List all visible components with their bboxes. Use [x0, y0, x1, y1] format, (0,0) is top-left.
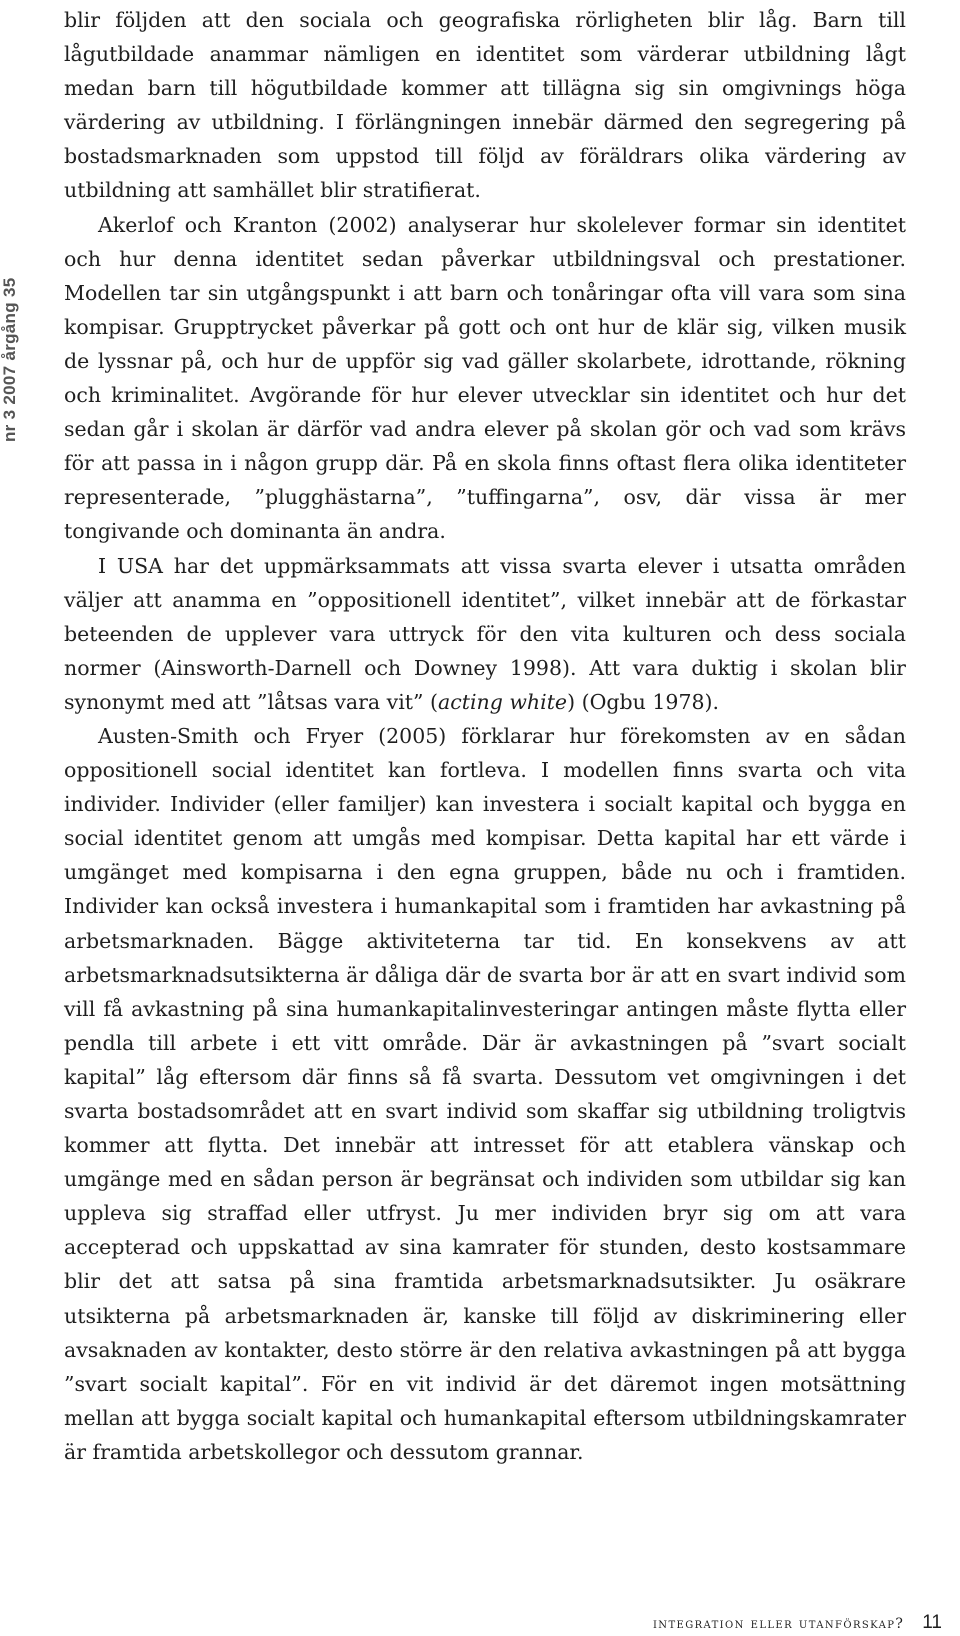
paragraph-3 [64, 549, 906, 719]
paragraph-1: blir följden att den sociala och geografiska rörligheten blir låg. Barn till lågutbildade anammar nämligen en identitet som värderar utbildning lågt medan barn till högutbildade kommer att tillägna sig sin omgivnings höga värdering av utbildning. I förlängningen innebär därmed den segregering på bostadsmarknaden som uppstod till följd av föräldrars olika värdering av utbildning att samhället blir stratifierat. [64, 8, 906, 203]
page-footer [653, 1612, 942, 1634]
paragraph-2: Akerlof och Kranton (2002) analyserar hur skolelever formar sin identitet och hur denna identitet sedan påverkar utbildningsval och prestationer. Modellen tar sin utgångspunkt i att barn och tonåringar ofta vill vara som sina kompisar. Grupptrycket påverkar på gott och ont hur de klär sig, vilken musik de lyssnar på, och hur de uppför sig vad gäller skolarbete, idrottande, rökning och kriminalitet. Avgörande för hur elever utvecklar sin identitet och hur det sedan går i skolan är därför vad andra elever på skolan gör och vad som krävs för att passa in i någon grupp där. På en skola finns oftast flera olika identiteter representerade, ”plugghästarna”, ”tuffingarna”, osv, där vissa är mer tongivande och dominanta än andra. [64, 212, 906, 544]
page-number: 11 [922, 1612, 942, 1633]
paragraph-3-end: ) (Ogbu 1978). [567, 689, 720, 714]
italic-phrase: acting white [438, 689, 568, 714]
paragraph-4: Austen-Smith och Fryer (2005) förklarar hur förekomsten av en sådan oppositionell social identitet kan fortleva. I modellen finns svarta och vita individer. Individer (eller familjer) kan investera i socialt kapital och bygga en social identitet genom att umgås med kompisar. Detta kapital har ett värde i umgänget med kompisarna i den egna gruppen, både nu och i framtiden. Individer kan också investera i humankapital som i framtiden har avkastning på arbetsmarknaden. Bägge aktiviteterna tar tid. En konsekvens av att arbetsmarknadsutsikterna är dåliga där de svarta bor är att en svart individ som vill få avkastning på sina humankapitalinvesteringar antingen måste flytta eller pendla till arbete i ett vitt område. Där är avkastningen på ”svart socialt kapital” låg eftersom där finns så få svarta. Dessutom vet omgivningen i det svarta bostadsområdet att en svart individ som skaffar sig utbildning troligtvis kommer att flytta. Det innebär att intresset för att etablera vänskap och umgänge med en sådan person är begränsat och individen som utbildar sig kan uppleva sig straffad eller utfryst. Ju mer individen bryr sig om att vara accepterad och uppskattad av sina kamrater för stunden, desto kostsammare blir det att satsa på sina framtida arbetsmarknadsutsikter. Ju osäkrare utsikterna på arbetsmarknaden är, kanske till följd av diskriminering eller avsaknaden av kontakter, desto större är den relativa avkastningen på att bygga ”svart socialt kapital”. För en vit individ är det däremot ingen motsättning mellan att bygga socialt kapital och humankapital eftersom utbildningskamrater är framtida arbetskollegor och dessutom grannar. [64, 723, 906, 1464]
running-title: integration eller utanförskap? [652, 1616, 905, 1632]
issue-label: nr 3 2007 årgång 35 [0, 277, 19, 443]
paragraph-3-text: I USA har det uppmärksammats att vissa svarta elever i utsatta områden väljer att anamma en ”oppositionell identitet”, vilket innebär att de förkastar beteenden de upplever vara uttryck för den vita kulturen och dess sociala normer (Ainsworth-Darnell och Downey 1998). Att vara duktig i skolan blir synonymt med att ”låtsas vara vit” ( [64, 553, 906, 714]
article-body [64, 3, 906, 1469]
